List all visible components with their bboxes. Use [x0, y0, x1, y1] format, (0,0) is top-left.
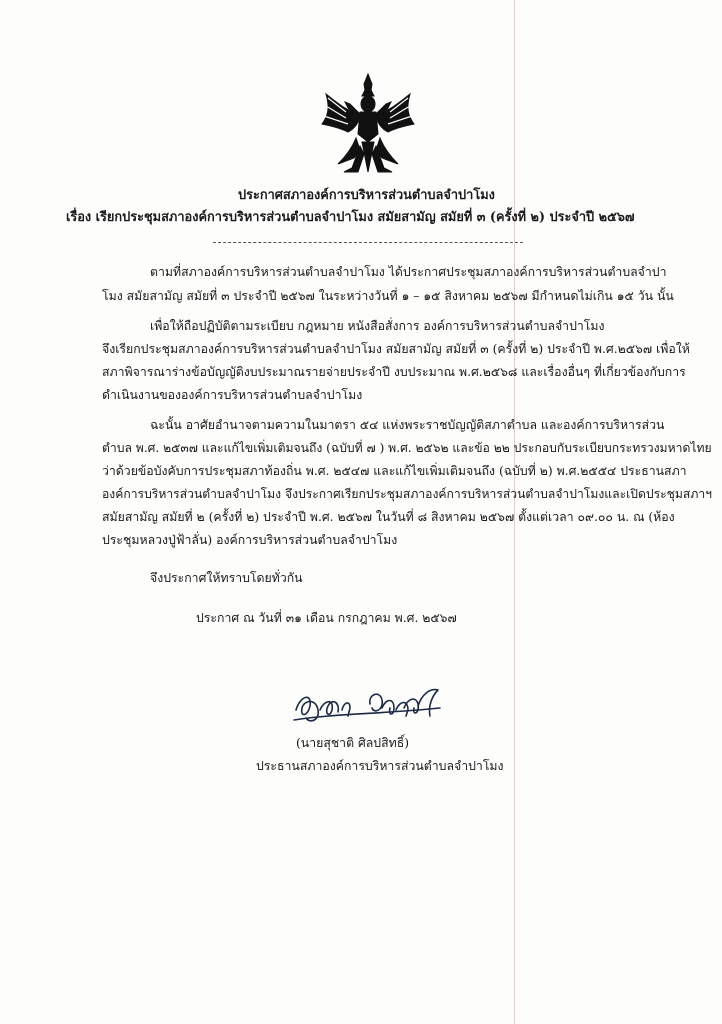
paragraph-2-line: สภาพิจารณาร่างข้อบัญญัติงบประมาณรายจ่ายประจำปี งบประมาณ พ.ศ.๒๕๖๘ และเรื่องอื่นๆ ที่เกี่ยวข้องกับการ	[102, 365, 686, 379]
paragraph-1-line: โมง สมัยสามัญ สมัยที่ ๓ ประจำปี ๒๕๖๗ ในระหว่างวันที่ ๑ – ๑๕ สิงหาคม ๒๕๖๗ มีกำหนดไม่เกิน ๑๕ วัน นั้น	[102, 289, 674, 303]
notice-line: จึงประกาศให้ทราบโดยทั่วกัน	[150, 571, 303, 585]
signatory-position: ประธานสภาองค์การบริหารส่วนตำบลจำปาโมง	[256, 759, 504, 773]
paragraph-3-line: สมัยสามัญ สมัยที่ ๒ (ครั้งที่ ๒) ประจำปี พ.ศ. ๒๕๖๗ ในวันที่ ๘ สิงหาคม ๒๕๖๗ ตั้งแต่เวลา ๐๙.๐๐ น. ณ (ห้อง	[102, 510, 675, 524]
paragraph-3-line: ตำบล พ.ศ. ๒๕๓๗ และแก้ไขเพิ่มเติมจนถึง (ฉบับที่ ๗ ) พ.ศ. ๒๕๖๒ และข้อ ๒๒ ประกอบกับระเบียบกระทรวงมหาดไทย	[102, 441, 712, 455]
paragraph-2-line: จึงเรียกประชุมสภาองค์การบริหารส่วนตำบลจำปาโมง สมัยสามัญ สมัยที่ ๓ (ครั้งที่ ๒) ประจำปี พ.ศ.๒๕๖๗ เพื่อให้	[102, 342, 690, 356]
paragraph-1-line: ตามที่สภาองค์การบริหารส่วนตำบลจำปาโมง ได้ประกาศประชุมสภาองค์การบริหารส่วนตำบลจำปา	[150, 265, 667, 279]
signatory-name: (นายสุชาติ ศิลปสิทธิ์)	[296, 736, 410, 750]
announcement-subject: เรื่อง เรียกประชุมสภาองค์การบริหารส่วนตำบลจำปาโมง สมัยสามัญ สมัยที่ ๓ (ครั้งที่ ๒) ประจำปี ๒๕๖๗	[66, 210, 635, 225]
garuda-emblem-icon	[318, 72, 418, 180]
paragraph-2-line: ดำเนินงานขององค์การบริหารส่วนตำบลจำปาโมง	[102, 388, 363, 402]
announcement-title: ประกาศสภาองค์การบริหารส่วนตำบลจำปาโมง	[238, 188, 495, 203]
handwritten-signature	[290, 680, 450, 730]
paragraph-3-line: ประชุมหลวงปู่ฟ้าลั่น) องค์การบริหารส่วนตำบลจำปาโมง	[102, 533, 398, 547]
paragraph-3-line: ว่าด้วยข้อบังคับการประชุมสภาท้องถิ่น พ.ศ. ๒๕๔๗ และแก้ไขเพิ่มเติมจนถึง (ฉบับที่ ๒) พ.ศ.๒๕๕๔ ประธานสภา	[102, 464, 687, 478]
date-line: ประกาศ ณ วันที่ ๓๑ เดือน กรกฎาคม พ.ศ. ๒๕๖๗	[196, 611, 457, 625]
paragraph-3-line: ฉะนั้น อาศัยอำนาจตามความในมาตรา ๕๔ แห่งพระราชบัญญัติสภาตำบล และองค์การบริหารส่วน	[150, 418, 665, 432]
paragraph-3-line: องค์การบริหารส่วนตำบลจำปาโมง จึงประกาศเรียกประชุมสภาองค์การบริหารส่วนตำบลจำปาโมงและเปิดประชุมสภาฯ	[102, 487, 712, 501]
paragraph-2-line: เพื่อให้ถือปฏิบัติตามระเบียบ กฎหมาย หนังสือสั่งการ องค์การบริหารส่วนตำบลจำปาโมง	[150, 319, 605, 333]
dashed-separator	[213, 242, 523, 243]
